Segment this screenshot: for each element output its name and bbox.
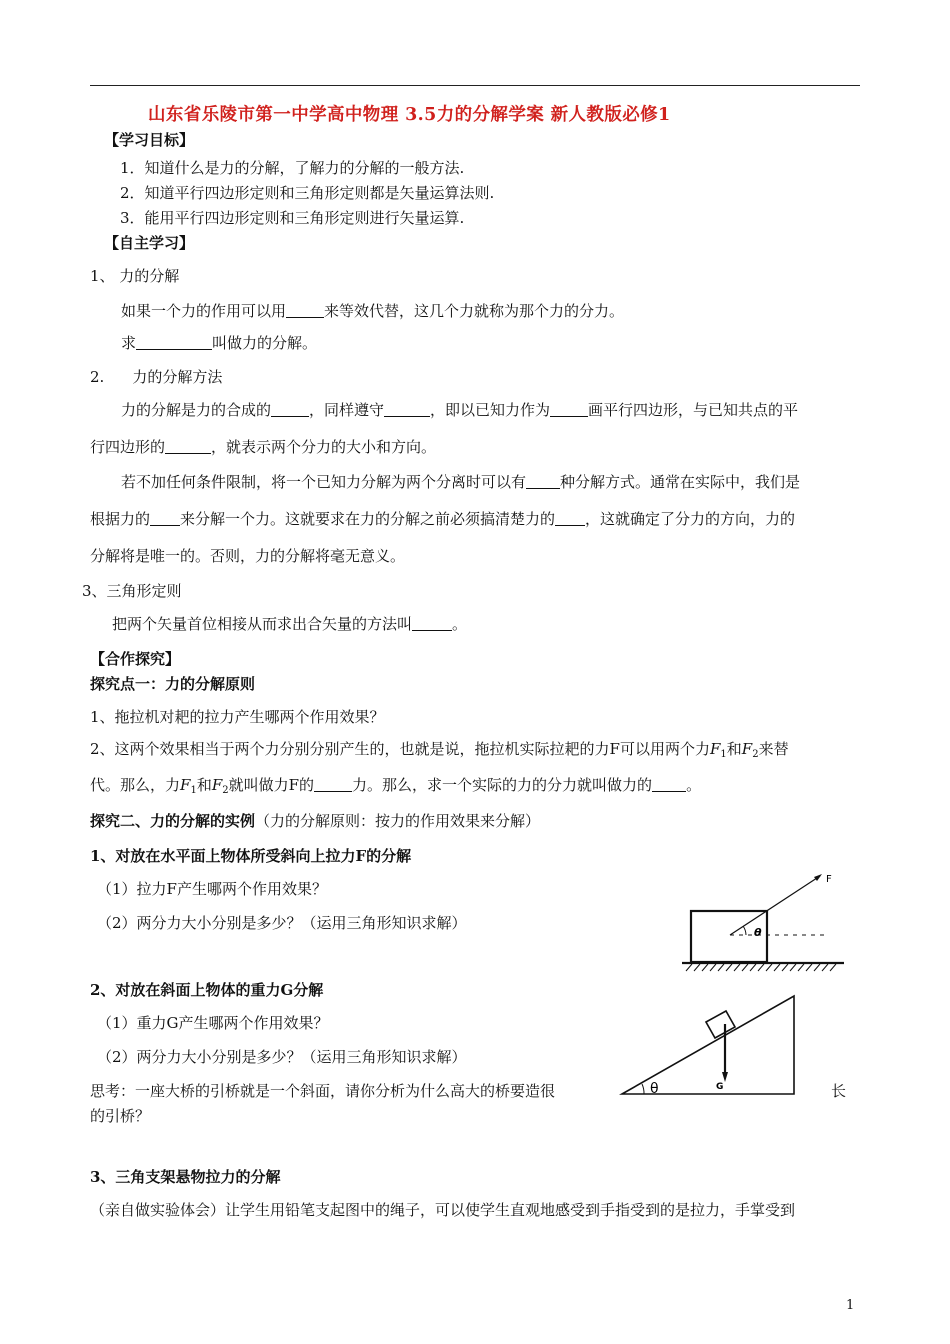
s3-paragraph-1: 把两个矢量首位相接从而求出合矢量的方法叫 。 <box>112 615 468 633</box>
s2-paragraph-2: 行四边形的 ，就表示两个分力的大小和方向。 <box>90 438 437 456</box>
example-1-title: 1、对放在水平面上物体所受斜向上拉力F的分解 <box>90 847 412 865</box>
s1-paragraph-1: 如果一个力的作用可以用 来等效代替，这几个力就称为那个力的分力。 <box>121 302 625 320</box>
incline-angle-label: θ <box>650 1081 659 1097</box>
example-1-question-1: （1）拉力F产生哪两个作用效果？ <box>97 880 327 898</box>
angle-label: θ <box>754 926 762 939</box>
fill-blank <box>165 438 211 454</box>
fill-blank <box>652 776 686 792</box>
explore-1-question-1: 1、拖拉机对耙的拉力产生哪两个作用效果？ <box>90 708 385 726</box>
example-2-title: 2、对放在斜面上物体的重力G分解 <box>90 981 324 999</box>
gravity-label: G <box>716 1082 724 1092</box>
figure-incline-gravity-diagram <box>618 990 803 1100</box>
explore-1-question-2: 2、这两个效果相当于两个力分别分别产生的，也就是说，拖拉机实际拉耙的力F可以用两个力$F_1$和$F_2$来替 <box>90 740 789 760</box>
section-1-title: 1、 力的分解 <box>90 267 180 285</box>
coop-heading: 【合作探究】 <box>90 650 181 668</box>
goal-item-1: 1．知道什么是力的分解，了解力的分解的一般方法. <box>120 159 465 177</box>
fill-blank <box>136 334 212 350</box>
example-3-title: 3、三角支架悬物拉力的分解 <box>90 1168 281 1186</box>
think-question-tail: 长 <box>831 1082 847 1100</box>
example-1-question-2: （2）两分力大小分别是多少？（运用三角形知识求解） <box>97 914 467 932</box>
s2-paragraph-5: 分解将是唯一的。否则，力的分解将毫无意义。 <box>90 547 406 565</box>
think-question: 思考：一座大桥的引桥就是一个斜面，请你分析为什么高大的桥要造很 <box>90 1082 556 1100</box>
fill-blank <box>412 615 452 631</box>
goal-item-2: 2．知道平行四边形定则和三角形定则都是矢量运算法则. <box>120 184 495 202</box>
s2-paragraph-4: 根据力的 来分解一个力。这就要求在力的分解之前必须搞清楚力的 ，这就确定了分力的方向，力的 <box>90 510 796 528</box>
example-2-question-2: （2）两分力大小分别是多少？（运用三角形知识求解） <box>97 1048 467 1066</box>
fill-blank <box>150 510 180 526</box>
explore-1-question-2-cont: 代。那么，力$F_1$和$F_2$就叫做力F的 力。那么，求一个实际的力的分力就叫做力的 。 <box>90 776 702 796</box>
figure-pull-force-diagram <box>676 862 846 974</box>
fill-blank <box>271 401 309 417</box>
header-rule <box>90 85 860 86</box>
fill-blank <box>526 473 560 489</box>
goals-heading: 【学习目标】 <box>104 131 195 149</box>
section-2-title: 2. 力的分解方法 <box>90 368 223 386</box>
fill-blank <box>550 401 588 417</box>
page-title: 山东省乐陵市第一中学高中物理 3.5力的分解学案 新人教版必修1 <box>148 105 671 125</box>
s2-paragraph-3: 若不加任何条件限制，将一个已知力分解为两个分离时可以有 种分解方式。通常在实际中，我们是 <box>121 473 801 491</box>
section-3-title: 3、三角形定则 <box>82 582 182 600</box>
s2-paragraph-1: 力的分解是力的合成的 ，同样遵守 ，即以已知力作为 画平行四边形，与已知共点的平 <box>121 401 799 419</box>
s1-paragraph-2: 求 叫做力的分解。 <box>121 334 318 352</box>
example-3-paragraph: （亲自做实验体会）让学生用铅笔支起图中的绳子，可以使学生直观地感受到手指受到的是拉力，手掌受到 <box>90 1201 796 1219</box>
page-number: 1 <box>846 1298 855 1313</box>
example-2-question-1: （1）重力G产生哪两个作用效果？ <box>97 1014 329 1032</box>
fill-blank <box>555 510 585 526</box>
explore-2-heading: 探究二、力的分解的实例（力的分解原则：按力的作用效果来分解） <box>90 812 541 830</box>
think-question-cont: 的引桥？ <box>90 1107 151 1125</box>
fill-blank <box>384 401 430 417</box>
self-study-heading: 【自主学习】 <box>104 234 195 252</box>
fill-blank <box>314 776 352 792</box>
goal-item-3: 3．能用平行四边形定则和三角形定则进行矢量运算. <box>120 209 465 227</box>
force-label: F <box>826 874 832 885</box>
explore-1-heading: 探究点一：力的分解原则 <box>90 675 256 693</box>
fill-blank <box>286 302 324 318</box>
